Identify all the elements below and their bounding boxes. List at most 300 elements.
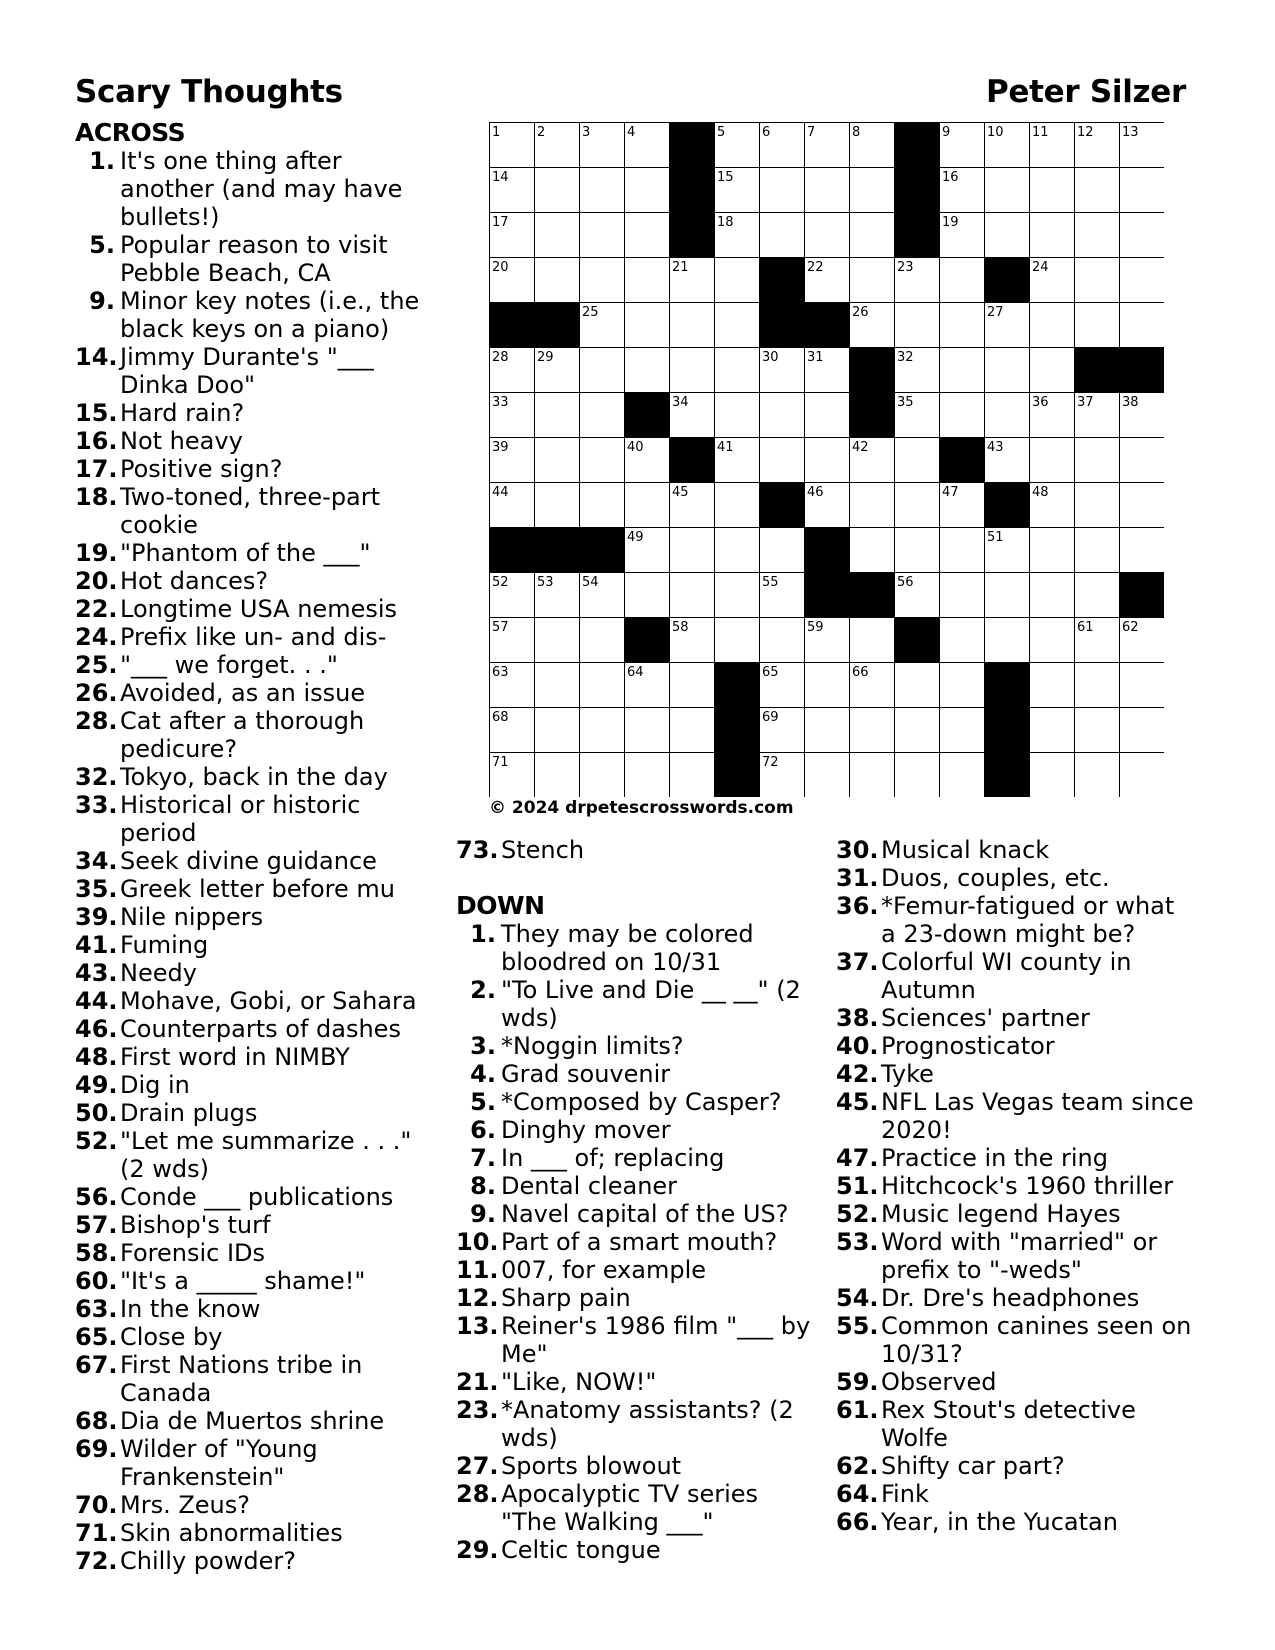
cell-number: 11 — [1032, 125, 1049, 140]
clue-item — [75, 707, 435, 763]
grid-cell[interactable] — [850, 258, 895, 303]
clue-item — [456, 1060, 821, 1088]
grid-cell[interactable] — [1030, 573, 1075, 618]
grid-cell[interactable] — [715, 303, 760, 348]
clue-text: prefix to "-weds" — [881, 1256, 1082, 1284]
clue-item — [75, 791, 435, 847]
grid-cell[interactable] — [1030, 213, 1075, 258]
clue-number: 45. — [836, 1088, 879, 1116]
grid-cell[interactable] — [1120, 483, 1165, 528]
grid-cell[interactable] — [580, 168, 625, 213]
grid-cell[interactable] — [625, 708, 670, 753]
cell-number: 33 — [492, 395, 509, 410]
clue-text: Hitchcock's 1960 thriller — [881, 1172, 1174, 1200]
cell-number: 30 — [762, 350, 779, 365]
grid-cell[interactable] — [625, 213, 670, 258]
clue-number: 56. — [75, 1183, 118, 1211]
clue-text: Bishop's turf — [120, 1211, 271, 1239]
clue-text: Chilly powder? — [120, 1547, 296, 1575]
grid-cell[interactable] — [535, 168, 580, 213]
grid-block — [670, 168, 715, 213]
grid-cell[interactable] — [670, 708, 715, 753]
clue-number: 38. — [836, 1004, 879, 1032]
clue-item — [75, 1407, 435, 1435]
clue-text: 007, for example — [501, 1256, 706, 1284]
grid-cell[interactable] — [580, 258, 625, 303]
cell-number: 17 — [492, 215, 509, 230]
grid-cell[interactable] — [850, 618, 895, 663]
clue-text: Autumn — [881, 976, 976, 1004]
cell-number: 49 — [627, 530, 644, 545]
grid-cell[interactable] — [850, 708, 895, 753]
grid-cell[interactable] — [760, 618, 805, 663]
grid-cell[interactable] — [760, 528, 805, 573]
grid-cell[interactable] — [535, 438, 580, 483]
grid-block — [1075, 348, 1120, 393]
grid-block — [670, 123, 715, 168]
grid-cell[interactable] — [985, 393, 1030, 438]
clue-item — [75, 343, 435, 399]
cell-number: 59 — [807, 620, 824, 635]
clue-item — [836, 1480, 1206, 1508]
clue-text: Fink — [881, 1480, 929, 1508]
grid-cell[interactable] — [805, 393, 850, 438]
across-clue-list-continued — [456, 836, 821, 864]
clue-number: 21. — [456, 1368, 499, 1396]
grid-cell[interactable] — [535, 258, 580, 303]
clue-text: First word in NIMBY — [120, 1043, 350, 1071]
clue-text: NFL Las Vegas team since — [881, 1088, 1194, 1116]
clue-text: Fuming — [120, 931, 209, 959]
grid-cell[interactable] — [715, 573, 760, 618]
puzzle-title: Scary Thoughts — [75, 74, 343, 110]
clue-item — [456, 920, 821, 976]
grid-cell[interactable] — [715, 483, 760, 528]
clue-item — [75, 567, 435, 595]
grid-block — [760, 303, 805, 348]
clue-text: Prognosticator — [881, 1032, 1055, 1060]
grid-block — [850, 393, 895, 438]
across-clue-list — [75, 147, 435, 1575]
cell-number: 20 — [492, 260, 509, 275]
clue-text: Positive sign? — [120, 455, 283, 483]
clue-number: 47. — [836, 1144, 879, 1172]
grid-cell[interactable] — [940, 528, 985, 573]
clue-number: 40. — [836, 1032, 879, 1060]
grid-cell[interactable] — [985, 213, 1030, 258]
clue-text: Seek divine guidance — [120, 847, 377, 875]
cell-number: 41 — [717, 440, 734, 455]
grid-block — [625, 618, 670, 663]
cell-number: 61 — [1077, 620, 1094, 635]
grid-cell[interactable] — [1120, 168, 1165, 213]
grid-cell[interactable] — [625, 348, 670, 393]
grid-cell[interactable] — [850, 213, 895, 258]
grid-cell[interactable] — [670, 753, 715, 798]
clue-text: Prefix like un- and dis- — [120, 623, 387, 651]
clue-number: 9. — [89, 287, 115, 315]
grid-cell[interactable] — [535, 483, 580, 528]
grid-block — [985, 483, 1030, 528]
clue-text: wds) — [501, 1424, 558, 1452]
grid-cell[interactable] — [1120, 258, 1165, 303]
grid-cell[interactable] — [1030, 618, 1075, 663]
clue-item — [75, 1491, 435, 1519]
clue-text: Dr. Dre's headphones — [881, 1284, 1140, 1312]
clue-item — [75, 1239, 435, 1267]
clue-item — [75, 1043, 435, 1071]
clue-text: First Nations tribe in — [120, 1351, 363, 1379]
grid-cell[interactable] — [715, 618, 760, 663]
grid-block — [1120, 348, 1165, 393]
grid-cell[interactable] — [805, 168, 850, 213]
clue-item — [836, 1452, 1206, 1480]
grid-cell[interactable] — [895, 438, 940, 483]
cell-number: 35 — [897, 395, 914, 410]
grid-cell[interactable] — [580, 438, 625, 483]
grid-cell[interactable] — [535, 393, 580, 438]
grid-cell[interactable] — [1030, 528, 1075, 573]
grid-cell[interactable] — [535, 213, 580, 258]
grid-cell[interactable] — [895, 483, 940, 528]
cell-number: 63 — [492, 665, 509, 680]
clue-item — [836, 1508, 1206, 1536]
clue-item — [75, 903, 435, 931]
grid-cell[interactable] — [625, 483, 670, 528]
clue-number: 13. — [456, 1312, 499, 1340]
grid-cell[interactable] — [580, 663, 625, 708]
grid-cell[interactable] — [1075, 258, 1120, 303]
clue-number: 23. — [456, 1396, 499, 1424]
clue-text: Sharp pain — [501, 1284, 631, 1312]
grid-cell[interactable] — [1030, 663, 1075, 708]
clue-item — [836, 892, 1206, 948]
grid-cell[interactable] — [580, 483, 625, 528]
grid-cell[interactable] — [760, 168, 805, 213]
clue-number: 66. — [836, 1508, 879, 1536]
cell-number: 42 — [852, 440, 869, 455]
clue-number: 15. — [75, 399, 118, 427]
clue-text: (2 wds) — [120, 1155, 209, 1183]
cell-number: 24 — [1032, 260, 1049, 275]
clue-item — [75, 455, 435, 483]
grid-cell[interactable] — [1030, 708, 1075, 753]
clue-text: "Phantom of the ___" — [120, 539, 371, 567]
clue-item — [836, 1396, 1206, 1452]
grid-block — [1120, 573, 1165, 618]
grid-cell[interactable] — [1120, 663, 1165, 708]
grid-cell[interactable] — [895, 753, 940, 798]
clue-item — [75, 931, 435, 959]
clue-number: 8. — [470, 1172, 496, 1200]
clue-number: 14. — [75, 343, 118, 371]
clue-number: 28. — [456, 1480, 499, 1508]
clue-column-1 — [75, 119, 435, 1575]
clue-text: Sciences' partner — [881, 1004, 1090, 1032]
grid-cell[interactable] — [895, 303, 940, 348]
grid-cell[interactable] — [1120, 528, 1165, 573]
grid-cell[interactable] — [625, 753, 670, 798]
grid-block — [670, 213, 715, 258]
copyright-notice: © 2024 drpetescrosswords.com — [489, 798, 794, 818]
clue-number: 25. — [75, 651, 118, 679]
grid-block — [535, 528, 580, 573]
grid-cell[interactable] — [535, 663, 580, 708]
grid-cell[interactable] — [985, 168, 1030, 213]
grid-cell[interactable] — [1075, 168, 1120, 213]
grid-cell[interactable] — [940, 303, 985, 348]
grid-cell[interactable] — [940, 348, 985, 393]
grid-cell[interactable] — [670, 573, 715, 618]
grid-cell[interactable] — [580, 708, 625, 753]
grid-cell[interactable] — [670, 663, 715, 708]
grid-cell[interactable] — [850, 483, 895, 528]
grid-cell[interactable] — [1030, 168, 1075, 213]
cell-number: 10 — [987, 125, 1004, 140]
grid-cell[interactable] — [580, 213, 625, 258]
grid-cell[interactable] — [715, 348, 760, 393]
clue-number: 34. — [75, 847, 118, 875]
grid-cell[interactable] — [1075, 303, 1120, 348]
clue-text: "The Walking ___" — [501, 1508, 714, 1536]
grid-cell[interactable] — [850, 168, 895, 213]
clue-text: Close by — [120, 1323, 223, 1351]
grid-cell[interactable] — [580, 393, 625, 438]
grid-cell[interactable] — [670, 348, 715, 393]
grid-block — [490, 303, 535, 348]
clue-text: Common canines seen on — [881, 1312, 1192, 1340]
clue-item — [836, 1004, 1206, 1032]
grid-cell[interactable] — [535, 708, 580, 753]
grid-cell[interactable] — [940, 618, 985, 663]
grid-cell[interactable] — [760, 393, 805, 438]
clue-number: 68. — [75, 1407, 118, 1435]
grid-cell[interactable] — [895, 528, 940, 573]
clue-item — [75, 595, 435, 623]
clue-number: 18. — [75, 483, 118, 511]
grid-cell[interactable] — [940, 258, 985, 303]
cell-number: 70 — [987, 710, 1004, 725]
clue-number: 28. — [75, 707, 118, 735]
clue-number: 54. — [836, 1284, 879, 1312]
cell-number: 68 — [492, 710, 509, 725]
grid-cell[interactable] — [1075, 753, 1120, 798]
clue-text: "To Live and Die __ __" (2 — [501, 976, 801, 1004]
grid-cell[interactable] — [805, 438, 850, 483]
grid-cell[interactable] — [940, 708, 985, 753]
grid-cell[interactable] — [625, 303, 670, 348]
clue-text: pedicure? — [120, 735, 238, 763]
clue-number: 64. — [836, 1480, 879, 1508]
clue-item — [75, 147, 435, 231]
clue-item — [75, 959, 435, 987]
grid-block — [490, 528, 535, 573]
grid-cell[interactable] — [715, 528, 760, 573]
down-clue-list — [456, 920, 821, 1564]
grid-cell[interactable] — [1075, 663, 1120, 708]
clue-item — [456, 1396, 821, 1452]
grid-cell[interactable] — [850, 753, 895, 798]
grid-cell[interactable] — [940, 393, 985, 438]
clue-item — [75, 1099, 435, 1127]
grid-cell[interactable] — [625, 168, 670, 213]
clue-number: 39. — [75, 903, 118, 931]
grid-cell[interactable] — [985, 618, 1030, 663]
cell-number: 15 — [717, 170, 734, 185]
clue-text: Celtic tongue — [501, 1536, 661, 1564]
clue-item — [456, 1480, 821, 1536]
grid-block — [805, 303, 850, 348]
cell-number: 46 — [807, 485, 824, 500]
grid-cell[interactable] — [1120, 438, 1165, 483]
clue-item — [456, 1144, 821, 1172]
grid-cell[interactable] — [670, 528, 715, 573]
grid-cell[interactable] — [1030, 303, 1075, 348]
cell-number: 37 — [1077, 395, 1094, 410]
grid-cell[interactable] — [895, 708, 940, 753]
clue-item — [456, 1284, 821, 1312]
grid-cell[interactable] — [580, 348, 625, 393]
clue-text: Stench — [501, 836, 585, 864]
grid-cell[interactable] — [580, 753, 625, 798]
grid-cell[interactable] — [805, 663, 850, 708]
clue-item — [836, 1060, 1206, 1088]
grid-cell[interactable] — [805, 753, 850, 798]
grid-cell[interactable] — [670, 303, 715, 348]
clue-text: Hard rain? — [120, 399, 245, 427]
clue-text: "Let me summarize . . ." — [120, 1127, 412, 1155]
clue-item — [836, 948, 1206, 1004]
clue-text: Conde ___ publications — [120, 1183, 394, 1211]
clue-text: Sports blowout — [501, 1452, 682, 1480]
down-heading: DOWN — [456, 891, 545, 920]
cell-number: 2 — [537, 125, 546, 140]
cell-number: 36 — [1032, 395, 1049, 410]
grid-cell[interactable] — [1120, 213, 1165, 258]
clue-item — [456, 976, 821, 1032]
cell-number: 7 — [807, 125, 816, 140]
clue-item — [836, 836, 1206, 864]
grid-cell[interactable] — [760, 438, 805, 483]
clue-text: Counterparts of dashes — [120, 1015, 401, 1043]
grid-cell[interactable] — [580, 618, 625, 663]
grid-cell[interactable] — [940, 753, 985, 798]
cell-number: 22 — [807, 260, 824, 275]
clue-number: 30. — [836, 836, 879, 864]
grid-cell[interactable] — [715, 393, 760, 438]
grid-cell[interactable] — [805, 708, 850, 753]
clue-text: Apocalyptic TV series — [501, 1480, 759, 1508]
clue-text: another (and may have — [120, 175, 403, 203]
grid-block — [535, 303, 580, 348]
clue-text: Practice in the ring — [881, 1144, 1108, 1172]
grid-block — [895, 123, 940, 168]
grid-cell[interactable] — [940, 663, 985, 708]
clue-text: Hot dances? — [120, 567, 269, 595]
grid-cell[interactable] — [1120, 303, 1165, 348]
clue-text: Tokyo, back in the day — [120, 763, 388, 791]
clue-item — [836, 1032, 1206, 1060]
clue-text: *Composed by Casper? — [501, 1088, 782, 1116]
grid-cell[interactable] — [625, 573, 670, 618]
grid-cell[interactable] — [805, 213, 850, 258]
clue-text: Canada — [120, 1379, 212, 1407]
clue-number: 37. — [836, 948, 879, 976]
clue-number: 24. — [75, 623, 118, 651]
grid-cell[interactable] — [1120, 753, 1165, 798]
grid-cell[interactable] — [1030, 438, 1075, 483]
clue-number: 51. — [836, 1172, 879, 1200]
clue-number: 72. — [75, 1547, 118, 1575]
clue-text: Wolfe — [881, 1424, 948, 1452]
clue-text: black keys on a piano) — [120, 315, 390, 343]
clue-number: 57. — [75, 1211, 118, 1239]
grid-block — [850, 348, 895, 393]
clue-number: 20. — [75, 567, 118, 595]
crossword-grid[interactable] — [489, 122, 1164, 797]
cell-number: 62 — [1122, 620, 1139, 635]
clue-text: Pebble Beach, CA — [120, 259, 331, 287]
grid-cell[interactable] — [1075, 573, 1120, 618]
cell-number: 26 — [852, 305, 869, 320]
grid-cell[interactable] — [1075, 213, 1120, 258]
grid-cell[interactable] — [535, 753, 580, 798]
clue-item — [75, 483, 435, 539]
clue-item — [456, 1368, 821, 1396]
cell-number: 51 — [987, 530, 1004, 545]
clue-number: 48. — [75, 1043, 118, 1071]
grid-cell[interactable] — [1075, 528, 1120, 573]
grid-cell[interactable] — [1120, 708, 1165, 753]
clue-number: 61. — [836, 1396, 879, 1424]
clue-text: Shifty car part? — [881, 1452, 1065, 1480]
clue-item — [75, 1519, 435, 1547]
clue-item — [836, 1368, 1206, 1396]
clue-number: 6. — [470, 1116, 496, 1144]
clue-item — [456, 1536, 821, 1564]
grid-cell[interactable] — [940, 573, 985, 618]
clue-item — [456, 1172, 821, 1200]
grid-cell[interactable] — [985, 348, 1030, 393]
clue-item — [75, 623, 435, 651]
grid-cell[interactable] — [850, 528, 895, 573]
grid-cell[interactable] — [1030, 348, 1075, 393]
grid-cell[interactable] — [1075, 483, 1120, 528]
clue-text: "___ we forget. . ." — [120, 651, 338, 679]
clue-text: bloodred on 10/31 — [501, 948, 722, 976]
clue-item — [456, 1116, 821, 1144]
grid-cell[interactable] — [535, 618, 580, 663]
grid-cell[interactable] — [1075, 708, 1120, 753]
grid-cell[interactable] — [625, 258, 670, 303]
grid-cell[interactable] — [1075, 438, 1120, 483]
clue-item — [836, 1144, 1206, 1172]
clue-number: 59. — [836, 1368, 879, 1396]
cell-number: 34 — [672, 395, 689, 410]
clue-number: 62. — [836, 1452, 879, 1480]
grid-cell[interactable] — [895, 663, 940, 708]
grid-cell[interactable] — [985, 573, 1030, 618]
clue-text: Mohave, Gobi, or Sahara — [120, 987, 417, 1015]
grid-cell[interactable] — [760, 213, 805, 258]
clue-text: Grad souvenir — [501, 1060, 671, 1088]
clue-item — [836, 1312, 1206, 1368]
grid-cell[interactable] — [715, 258, 760, 303]
cell-number: 13 — [1122, 125, 1139, 140]
grid-cell[interactable] — [1030, 753, 1075, 798]
clue-number: 43. — [75, 959, 118, 987]
cell-number: 45 — [672, 485, 689, 500]
